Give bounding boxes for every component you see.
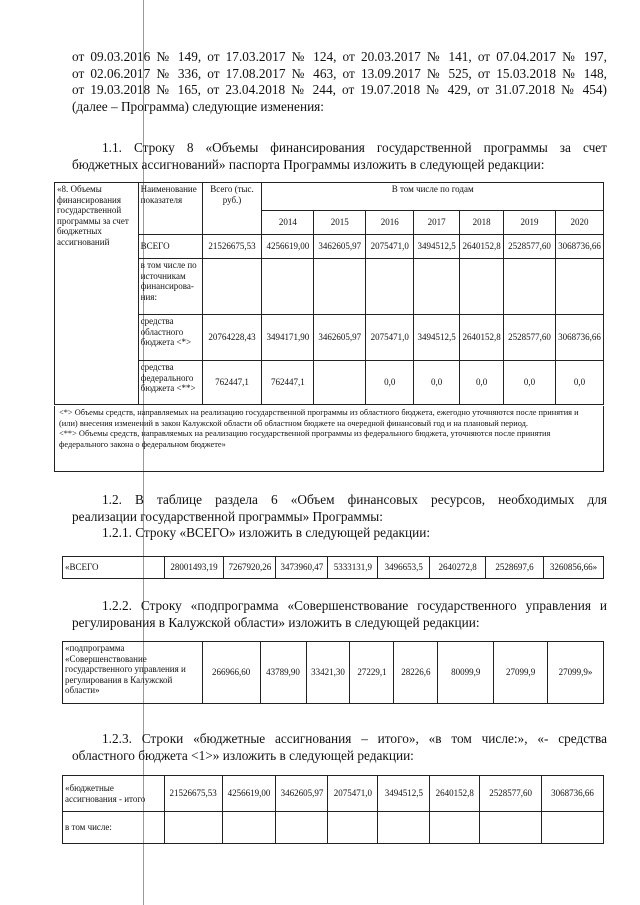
year-header: 2017 xyxy=(414,211,460,235)
vsego-cell: 2640152,8 xyxy=(460,235,504,259)
budget-total-cell: 4256619,00 xyxy=(222,776,276,812)
budget-total-cell: 3494512,5 xyxy=(378,776,430,812)
empty-cell xyxy=(328,812,378,844)
empty-cell xyxy=(276,812,328,844)
p123-line-1: 1.2.3. Строки «бюджетные ассигнования – итого», «в том числе:», «- средства xyxy=(102,731,607,746)
vsego-row-cell: 2528697,6 xyxy=(486,557,544,579)
subprogram-cell: 27229,1 xyxy=(350,642,394,704)
oblast-name: средства областного бюджета <*> xyxy=(138,315,202,361)
p121-line-1: 1.2.1. Строку «ВСЕГО» изложить в следующей редакции: xyxy=(102,525,431,540)
subprogram-cell: 266966,60 xyxy=(202,642,260,704)
empty-cell xyxy=(222,812,276,844)
federal-cell xyxy=(314,361,366,405)
empty-cell xyxy=(314,259,366,315)
subprogram-name: «подпрограмма «Совершенствование государственного управления и регулирования в Калужской области» xyxy=(63,642,203,704)
year-header: 2019 xyxy=(504,211,556,235)
year-header: 2015 xyxy=(314,211,366,235)
federal-cell: 0,0 xyxy=(414,361,460,405)
paragraph-1-1 xyxy=(72,140,607,173)
federal-total: 762447,1 xyxy=(202,361,262,405)
p12-line-2: реализации государственной программы» Программы: xyxy=(72,508,383,524)
empty-cell xyxy=(542,812,604,844)
subprogram-cell: 80099,9 xyxy=(438,642,494,704)
oblast-cell: 2528577,60 xyxy=(504,315,556,361)
budget-total-cell: 21526675,53 xyxy=(164,776,222,812)
vsego-cell: 4256619,00 xyxy=(262,235,314,259)
oblast-cell: 3462605,97 xyxy=(314,315,366,361)
subprogram-cell: 28226,6 xyxy=(394,642,438,704)
federal-cell: 762447,1 xyxy=(262,361,314,405)
p123-line-2: областного бюджета <1>» изложить в следующей редакции: xyxy=(72,747,414,763)
header-name: Наименование показателя xyxy=(138,183,202,235)
p11-line-2: бюджетных ассигнований» паспорта Программы изложить в следующей редакции: xyxy=(72,156,545,172)
subprogram-cell: 43789,90 xyxy=(260,642,306,704)
intro-paragraph xyxy=(72,49,607,115)
empty-cell xyxy=(555,259,603,315)
vsego-cell: 3494512,5 xyxy=(414,235,460,259)
vsego-row-name: «ВСЕГО xyxy=(63,557,165,579)
vsego-row-cell: 5333131,9 xyxy=(328,557,378,579)
oblast-total: 20764228,43 xyxy=(202,315,262,361)
subprogram-table xyxy=(62,641,604,704)
year-header: 2018 xyxy=(460,211,504,235)
empty-cell xyxy=(480,812,542,844)
budget-table xyxy=(62,775,604,844)
empty-cell xyxy=(366,259,414,315)
empty-cell xyxy=(460,259,504,315)
oblast-cell: 2075471,0 xyxy=(366,315,414,361)
vsego-name: ВСЕГО xyxy=(138,235,202,259)
budget-total-cell: 2075471,0 xyxy=(328,776,378,812)
vsego-row-cell: 3496653,5 xyxy=(378,557,430,579)
subprogram-cell: 27099,9 xyxy=(494,642,548,704)
year-header: 2014 xyxy=(262,211,314,235)
budget-total-cell: 2640152,8 xyxy=(430,776,480,812)
vsego-cell: 2075471,0 xyxy=(366,235,414,259)
federal-cell: 0,0 xyxy=(460,361,504,405)
budget-total-name: «бюджетные ассигнования - итого xyxy=(63,776,165,812)
paragraph-1-2-3 xyxy=(72,731,607,764)
intro-line-2: от 02.06.2017 № 336, от 17.08.2017 № 463, от 13.09.2017 № 525, от 15.03.2018 № 148, xyxy=(72,65,607,81)
financing-table xyxy=(54,182,604,405)
sources-name: в том числе по источникам финансирова-ния: xyxy=(138,259,202,315)
vsego-total: 21526675,53 xyxy=(202,235,262,259)
year-header: 2020 xyxy=(555,211,603,235)
oblast-cell: 3494171,90 xyxy=(262,315,314,361)
header-years: В том числе по годам xyxy=(262,183,604,211)
federal-cell: 0,0 xyxy=(555,361,603,405)
empty-cell xyxy=(164,812,222,844)
oblast-cell: 2640152,8 xyxy=(460,315,504,361)
p12-line-1: 1.2. В таблице раздела 6 «Объем финансовых ресурсов, необходимых для xyxy=(102,492,607,507)
subprogram-cell: 27099,9» xyxy=(548,642,604,704)
vsego-row-cell: 7267920,26 xyxy=(224,557,276,579)
paragraph-1-2 xyxy=(72,492,607,525)
header-total: Всего (тыс. руб.) xyxy=(202,183,262,235)
vsego-cell: 2528577,60 xyxy=(504,235,556,259)
budget-total-cell: 3462605,97 xyxy=(276,776,328,812)
p122-line-1: 1.2.2. Строку «подпрограмма «Совершенствование государственного управления и xyxy=(102,598,607,613)
federal-cell: 0,0 xyxy=(504,361,556,405)
vsego-row-cell: 3473960,47 xyxy=(276,557,328,579)
p11-line-1: 1.1. Строку 8 «Объемы финансирования государственной программы за счет xyxy=(102,140,607,155)
intro-line-4: (далее – Программа) следующие изменения: xyxy=(72,98,324,114)
vsego-row-cell: 3260856,66» xyxy=(543,557,603,579)
budget-total-cell: 2528577,60 xyxy=(480,776,542,812)
empty-cell xyxy=(414,259,460,315)
empty-cell xyxy=(504,259,556,315)
vsego-row-cell: 2640272,8 xyxy=(430,557,486,579)
row-label-cell: «8. Объемы финансирования государственной программы за счет бюджетных ассигнований xyxy=(55,183,139,405)
vsego-cell: 3462605,97 xyxy=(314,235,366,259)
intro-line-3: от 19.03.2018 № 165, от 23.04.2018 № 244, от 19.07.2018 № 429, от 31.07.2018 № 454) xyxy=(72,82,607,98)
p122-line-2: регулирования в Калужской области» изложить в следующей редакции: xyxy=(72,614,480,630)
oblast-cell: 3068736,66 xyxy=(555,315,603,361)
federal-cell: 0,0 xyxy=(366,361,414,405)
including-name: в том числе: xyxy=(63,812,165,844)
federal-name: средства федерального бюджета <**> xyxy=(138,361,202,405)
footnote-federal: <**> Объемы средств, направляемых на реализацию государственной программы из федерального бюджета, уточняются после принятия федерального закона о федеральном бюджете» xyxy=(59,429,551,449)
subprogram-cell: 33421,30 xyxy=(306,642,350,704)
intro-line-1: от 09.03.2016 № 149, от 17.03.2017 № 124, от 20.03.2017 № 141, от 07.04.2017 № 197, xyxy=(72,49,607,64)
vsego-table xyxy=(62,556,604,579)
paragraph-1-2-2 xyxy=(72,598,607,631)
table-footnotes xyxy=(54,406,604,472)
empty-cell xyxy=(202,259,262,315)
vsego-row-cell: 28001493,19 xyxy=(164,557,224,579)
empty-cell xyxy=(262,259,314,315)
paragraph-1-2-1 xyxy=(72,525,607,542)
vsego-cell: 3068736,66 xyxy=(555,235,603,259)
footnote-oblast: <*> Объемы средств, направляемых на реализацию государственной программы из областного бюджета, ежегодно уточняются после принятия и (или) внесения изменений в закон Калужской области об областном бюджете на очередной финансовый год и на плановый период. xyxy=(59,408,579,428)
empty-cell xyxy=(378,812,430,844)
oblast-cell: 3494512,5 xyxy=(414,315,460,361)
empty-cell xyxy=(430,812,480,844)
budget-total-cell: 3068736,66 xyxy=(542,776,604,812)
year-header: 2016 xyxy=(366,211,414,235)
